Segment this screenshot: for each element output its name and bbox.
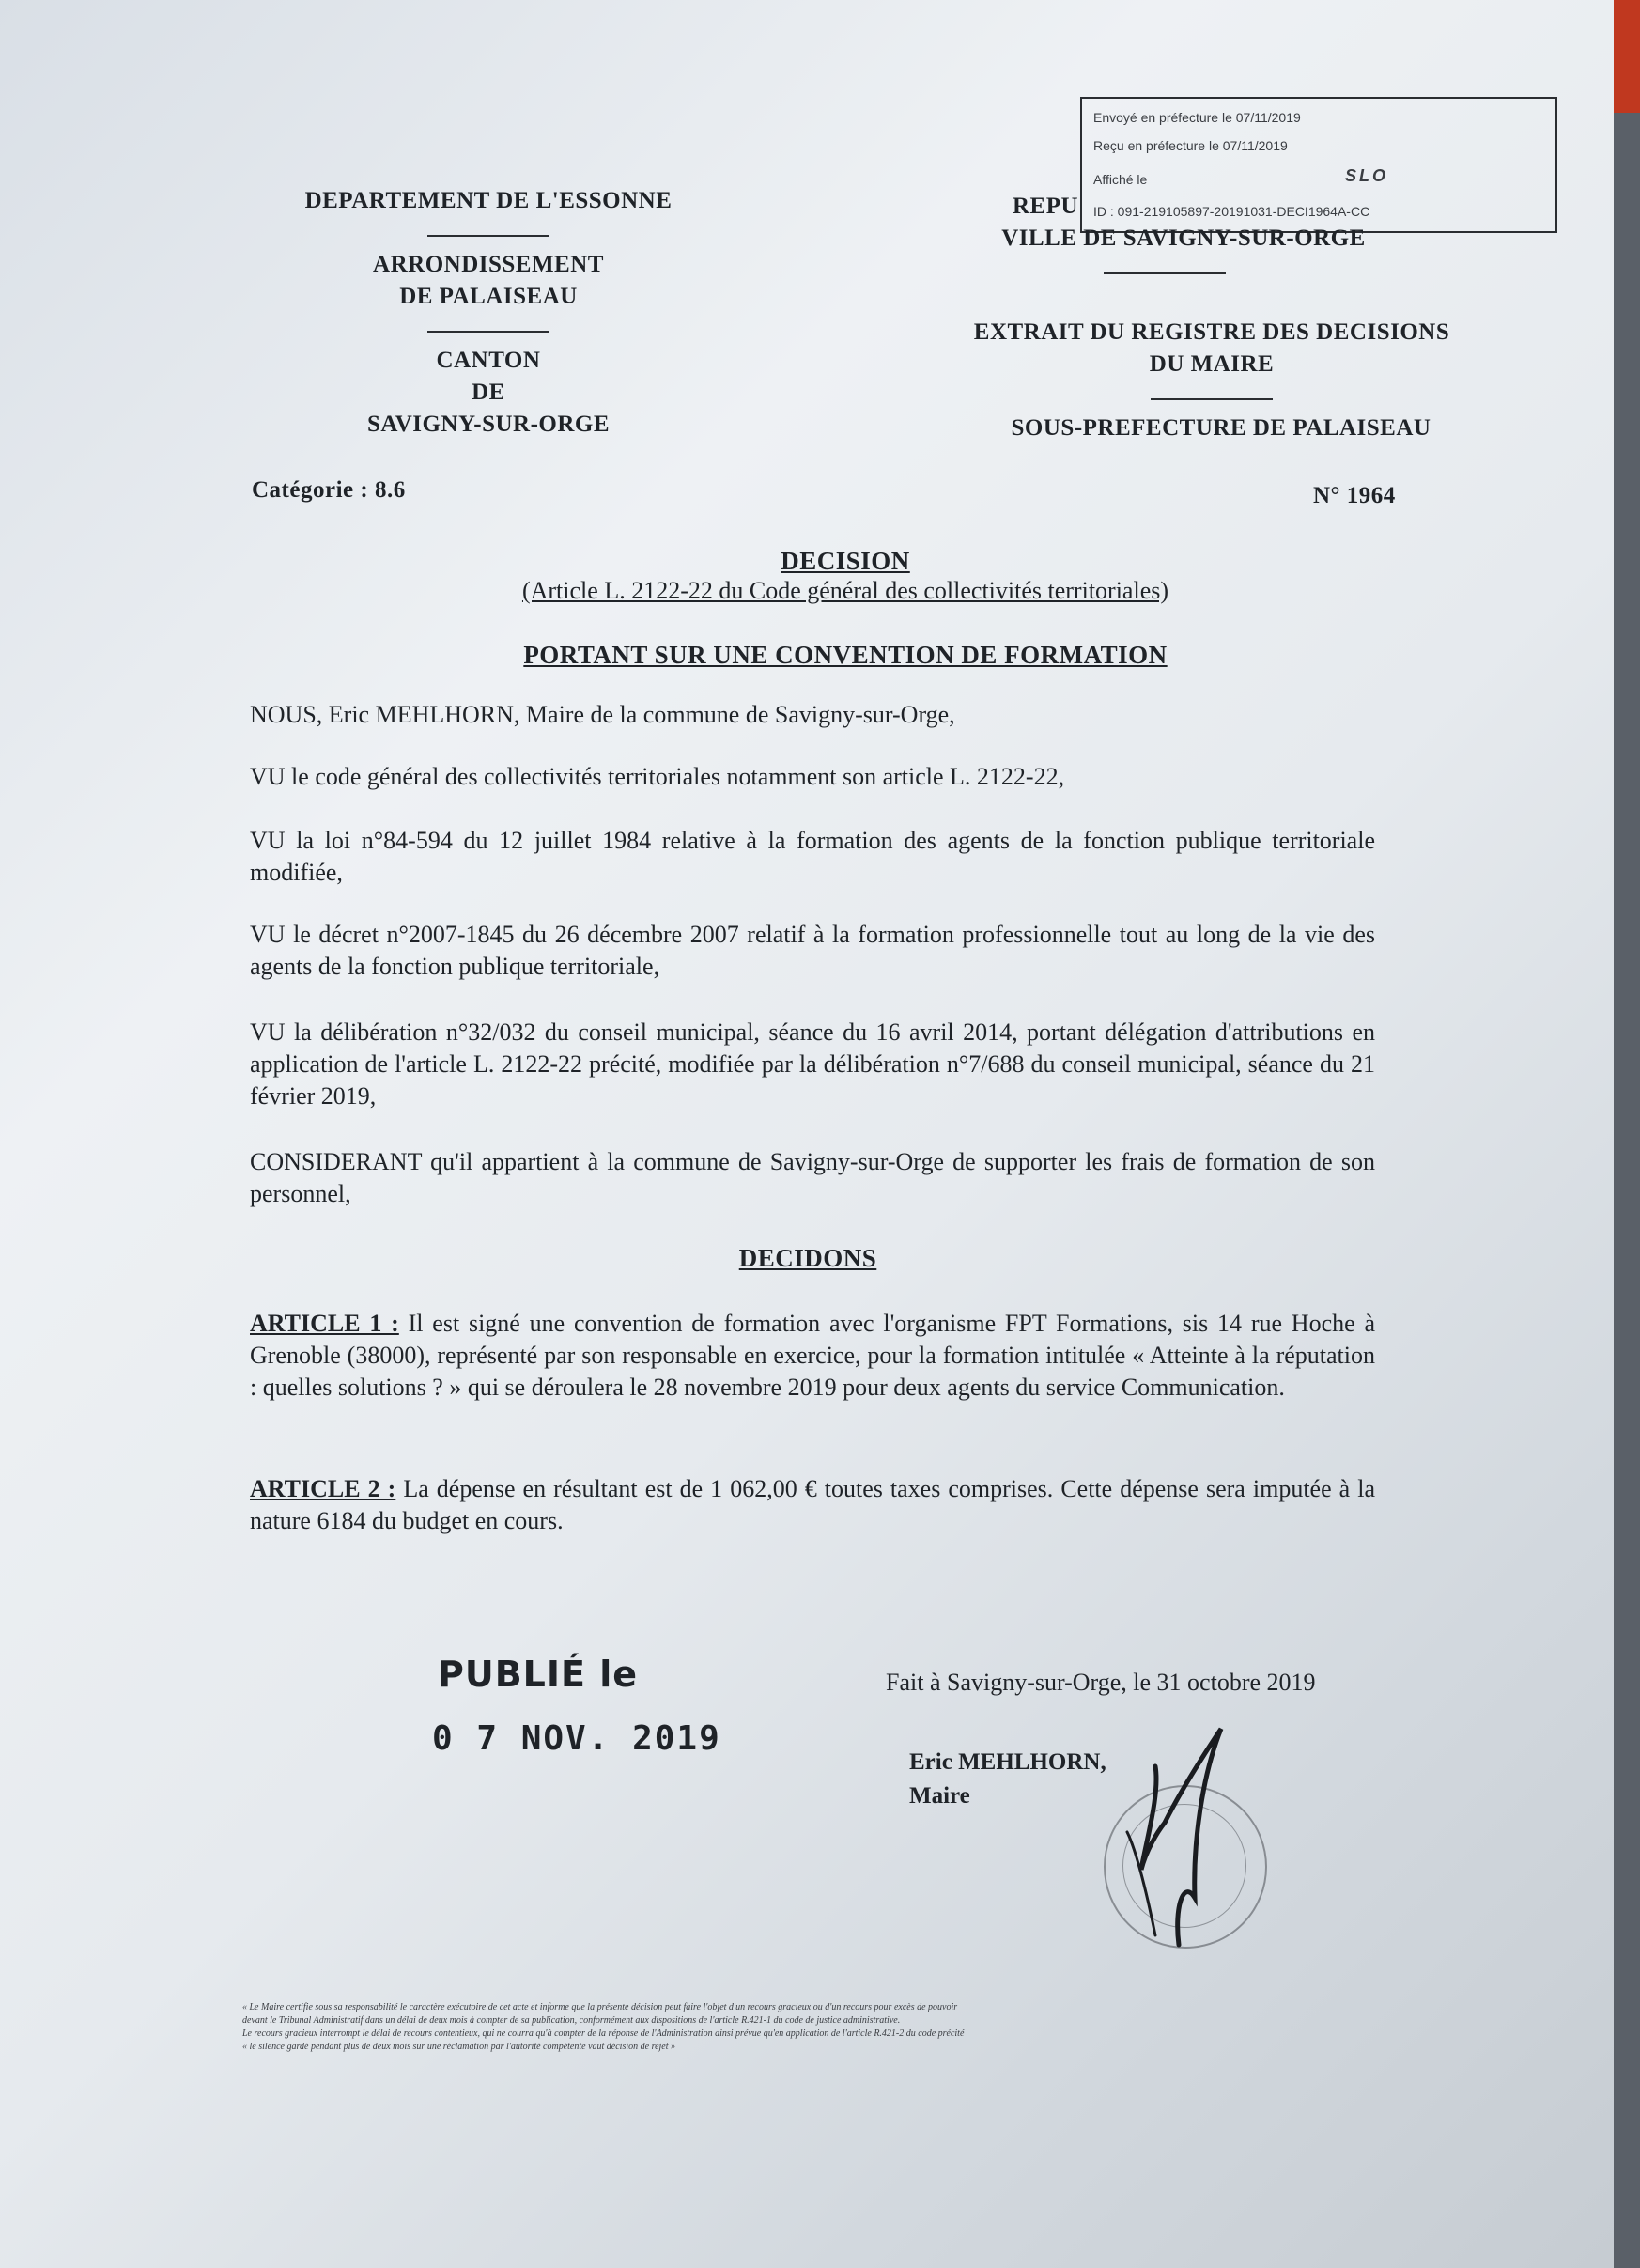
divider [1151,398,1273,400]
decision-subtitle: (Article L. 2122-22 du Code général des collectivités territoriales) [521,577,1169,604]
footnote-line: « le silence gardé pendant plus de deux mois sur une réclamation par l'autorité compétente vaut décision de rejet » [242,2042,676,2052]
footnote-line: devant le Tribunal Administratif dans un délai de deux mois à compter de sa publication, conformément aux dispositions de l'article R.421-1 du code de justice administrative. [242,2015,901,2026]
canton: CANTON [436,348,541,373]
signatory-name: Eric MEHLHORN, [909,1749,1106,1775]
departement: DEPARTEMENT DE L'ESSONNE [304,188,673,213]
numero: N° 1964 [1313,483,1396,508]
article-2-label: ARTICLE 2 : [250,1475,396,1502]
sous-prefecture: SOUS-PREFECTURE DE PALAISEAU [1011,415,1431,441]
canton-de: DE [472,380,505,405]
publie-title: PUBLIÉ le [438,1654,639,1695]
paragraph-considerant: CONSIDERANT qu'il appartient à la commune de Savigny-sur-Orge de supporter les frais de formation de son personnel, [250,1148,1375,1207]
article-1 [250,1308,1375,1404]
article-2 [250,1473,1375,1537]
stamp-slo: SLO [1345,166,1389,185]
decision-title: DECISION [781,547,910,575]
footnote-line: Le recours gracieux interrompt le délai de recours contentieux, qui ne courra qu'à compter de la réponse de l'Administration ainsi prévue qu'en application de l'article R.421-2 du code précité [242,2028,965,2039]
footnote-line: « Le Maire certifie sous sa responsabilité le caractère exécutoire de cet acte et informe que la présente décision peut faire l'objet d'un recours gracieux ou d'un recours pour excès de pouvoir [242,2002,958,2012]
divider [427,235,549,237]
prefecture-stamp [1080,97,1557,233]
handwritten-signature [1090,1710,1240,1964]
paragraph-vu-deliberation: VU la délibération n°32/032 du conseil municipal, séance du 16 avril 2014, portant délégation d'attributions en application de l'article L. 2122-22 précité, modifiée par la délibération n°7/688 du conseil municipal, séance du 21 février 2019, [250,1018,1375,1110]
stamp-envoye: Envoyé en préfecture le 07/11/2019 [1093,110,1301,125]
stamp-affiche: Affiché le [1093,172,1148,187]
paragraph-vu-code: VU le code général des collectivités territoriales notamment son article L. 2122-22, [250,763,1065,790]
article-2-text: La dépense en résultant est de 1 062,00 € toutes taxes comprises. Cette dépense sera imputée à la nature 6184 du budget en cours. [250,1475,1376,1534]
stamp-recu: Reçu en préfecture le 07/11/2019 [1093,138,1288,153]
publie-date: 0 7 NOV. 2019 [432,1719,721,1758]
signatory-role: Maire [909,1783,970,1809]
stamp-id: ID : 091-219105897-20191031-DECI1964A-CC [1093,204,1370,219]
categorie: Catégorie : 8.6 [252,477,406,503]
footnote-block [242,2001,1463,2054]
arrondissement-palaiseau: DE PALAISEAU [399,284,578,309]
republique: REPU [1013,194,1079,219]
canton-savigny: SAVIGNY-SUR-ORGE [366,412,611,437]
decidons-title: DECIDONS [738,1244,877,1272]
portant-title: PORTANT SUR UNE CONVENTION DE FORMATION [523,641,1168,669]
article-1-text: Il est signé une convention de formation avec l'organisme FPT Formations, sis 14 rue Hoche à Grenoble (38000), représenté par son responsable en exercice, pour la formation intitulée « Atteinte à la réputation : quelles solutions ? » qui se déroulera le 28 novembre 2019 pour deux agents du service Communication. [250,1310,1375,1401]
paragraph-nous: NOUS, Eric MEHLHORN, Maire de la commune de Savigny-sur-Orge, [250,701,955,728]
paragraph-vu-decret: VU le décret n°2007-1845 du 26 décembre 2007 relatif à la formation professionnelle tout au long de la vie des agents de la fonction publique territoriale, [250,921,1375,980]
ville: VILLE DE SAVIGNY-SUR-ORGE [1001,225,1366,251]
paragraph-vu-loi: VU la loi n°84-594 du 12 juillet 1984 relative à la formation des agents de la fonction publique territoriale modifiée, [250,827,1375,886]
divider [427,331,549,333]
fait-a: Fait à Savigny-sur-Orge, le 31 octobre 2019 [886,1669,1316,1696]
article-1-label: ARTICLE 1 : [250,1310,399,1337]
extrait: EXTRAIT DU REGISTRE DES DECISIONS [973,319,1450,345]
du-maire: DU MAIRE [1149,351,1275,377]
arrondissement: ARRONDISSEMENT [373,252,604,277]
divider [1104,272,1226,274]
